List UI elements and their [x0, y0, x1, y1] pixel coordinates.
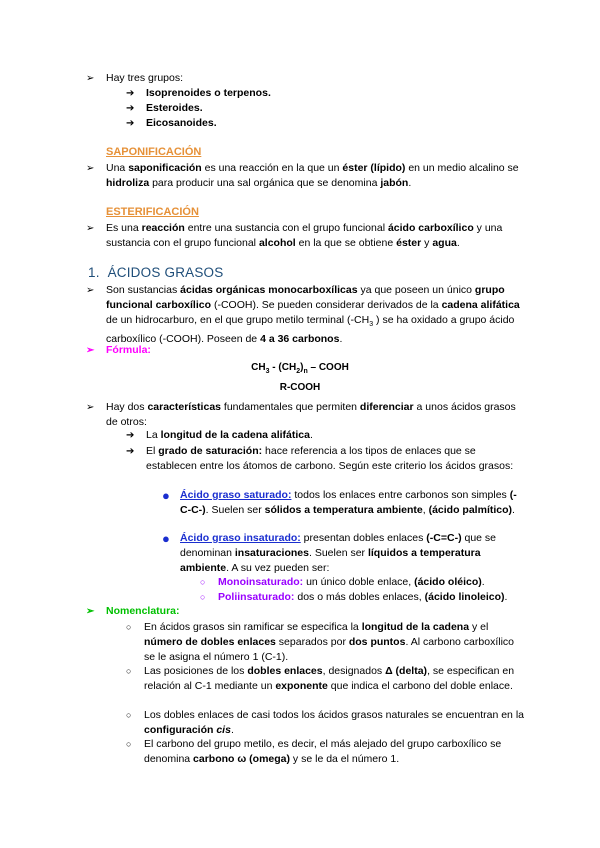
text-run: ) se ha oxidado a grupo ácido carboxílico (-COOH). Poseen de — [106, 314, 515, 346]
group-name: Eicosanoides. — [146, 117, 217, 129]
bold-run: sólidos a temperatura ambiente — [264, 504, 423, 516]
heading-number: 1. — [88, 265, 100, 280]
text-run: . Al carbono carboxílico se le asigna el número 1 (C-1). — [144, 636, 514, 663]
group-name: Isoprenoides o terpenos. — [146, 87, 271, 99]
bold-run: características — [147, 401, 221, 413]
term: Ácido graso insaturado: — [180, 532, 301, 544]
list-item — [126, 664, 526, 694]
text-run: . A su vez pueden ser: — [226, 562, 330, 574]
bold-run: longitud de la cadena — [361, 621, 470, 633]
text-run: . — [512, 504, 515, 516]
subscript: 2 — [296, 368, 301, 375]
dot-bullet-icon: ● — [162, 531, 170, 546]
saponificacion-title — [106, 145, 201, 160]
list-item — [86, 400, 526, 430]
list-item — [126, 737, 526, 767]
bold-run: reacción — [141, 222, 185, 234]
saturado-item — [162, 488, 524, 518]
bold-run: éster (lípido) — [342, 162, 406, 174]
bold-run: dobles enlaces — [247, 665, 323, 677]
text-run: hace referencia a los tipos de enlaces que se establecen entre los átomos de carbono. Según este criterio los ácidos grasos: — [146, 445, 514, 472]
section-title: ESTERIFICACIÓN — [106, 206, 199, 218]
text-run: Son sustancias — [106, 284, 181, 296]
arrowhead-bullet-icon: ➢ — [86, 73, 95, 84]
term: Poliinsaturado: — [218, 591, 295, 603]
text-run: . Suelen ser — [205, 504, 265, 516]
text-run: separados por — [275, 636, 349, 648]
text-run: . — [339, 333, 343, 346]
text-run: que se denominan — [180, 532, 497, 559]
caracteristicas-paragraph — [86, 400, 526, 430]
intro-section — [86, 71, 526, 131]
bold-run: alcohol — [258, 237, 296, 249]
text-run: presentan dobles enlaces — [300, 532, 427, 544]
bold-run: (-C-C-) — [180, 489, 517, 516]
text-run: Los dobles enlaces de casi todos los ácidos grasos naturales se encuentran en la — [144, 709, 524, 721]
text-run: a unos ácidos grasos de otros: — [106, 401, 516, 428]
formula-label-item — [86, 343, 526, 358]
circle-bullet-icon: ○ — [126, 622, 132, 632]
text-run: ya que poseen un único — [357, 284, 475, 296]
text-run: . — [309, 429, 313, 441]
text-run: . — [408, 177, 412, 189]
list-item — [86, 221, 532, 251]
term: Ácido graso saturado: — [180, 489, 292, 501]
nomenclatura-label: Nomenclatura: — [106, 605, 180, 617]
text-run: El carbono del grupo metilo, es decir, el más alejado del grupo carboxílico se denomina — [144, 738, 502, 765]
text-run: . Suelen ser — [309, 547, 368, 559]
text-run: dos o más dobles enlaces, — [294, 591, 425, 603]
bold-run: éster — [396, 237, 422, 249]
text-run: y — [421, 237, 433, 249]
bold-run: longitud de la cadena alifática — [160, 429, 310, 441]
circle-bullet-icon: ○ — [126, 739, 132, 749]
list-item — [86, 283, 526, 347]
bold-run: Δ (delta) — [385, 665, 428, 677]
list-item — [126, 708, 526, 738]
nomenclatura-item-1 — [126, 620, 526, 665]
arrowhead-bullet-icon: ➢ — [86, 345, 95, 356]
text-run: , designados — [322, 665, 386, 677]
subscript: 3 — [265, 368, 270, 375]
arrowhead-bullet-icon: ➢ — [86, 402, 95, 413]
text-run: y el — [469, 621, 489, 633]
arrow-bullet-icon: ➔ — [126, 103, 135, 114]
esterificacion-title — [106, 205, 199, 220]
bold-run: (ácido palmítico) — [428, 504, 513, 516]
heading-text: ÁCIDOS GRASOS — [107, 265, 224, 280]
text-run: La — [146, 429, 161, 441]
bold-run: (ácido oléico) — [414, 576, 482, 588]
bold-run: grupo funcional carboxílico — [106, 284, 505, 311]
text-run: entre una sustancia con el grupo funcional — [184, 222, 388, 234]
formula-label: Fórmula: — [106, 344, 151, 356]
group-name: Esteroides. — [146, 102, 203, 114]
bold-run: ácidas orgánicas monocarboxílicas — [180, 284, 358, 296]
arrowhead-bullet-icon: ➢ — [86, 223, 95, 234]
text-run: en un medio alcalino se — [405, 162, 519, 174]
bold-run: 4 a 36 carbonos — [260, 333, 340, 346]
list-item — [126, 428, 526, 443]
nomenclatura-item-4 — [126, 737, 526, 767]
bold-run: agua — [432, 237, 457, 249]
subscript: n — [303, 368, 308, 375]
text-run: (-COOH). Se pueden considerar derivados de la — [211, 299, 442, 311]
group-item — [86, 101, 526, 116]
list-item — [86, 161, 526, 191]
monoinsaturado-item — [200, 575, 540, 590]
list-item — [126, 620, 526, 665]
arrowhead-bullet-icon: ➢ — [86, 606, 95, 617]
nomenclatura-label-item — [86, 604, 526, 619]
insaturado-item — [162, 531, 524, 576]
text-run: El — [146, 445, 159, 457]
list-item — [162, 488, 524, 518]
formula-part: ) — [300, 362, 304, 373]
bold-run: dos puntos — [348, 636, 406, 648]
bold-run: diferenciar — [359, 401, 414, 413]
text-run: . — [504, 591, 508, 603]
list-item — [162, 531, 524, 576]
bold-run: ácido carboxílico — [387, 222, 474, 234]
text-run: de un hidrocarburo, en el que grupo metilo terminal (-CH — [106, 314, 370, 326]
text-run: Una — [106, 162, 129, 174]
text-run: Las posiciones de los — [144, 665, 248, 677]
text-run: fundamentales que permiten — [221, 401, 360, 413]
circle-bullet-icon: ○ — [126, 710, 132, 720]
bold-run: insaturaciones — [234, 547, 309, 559]
text-run: , se especifican en relación al C-1 mediante un — [144, 665, 515, 692]
text-run: todos los enlaces entre carbonos son simples — [291, 489, 510, 501]
list-item — [126, 444, 516, 474]
list-item — [86, 604, 526, 619]
definition-paragraph — [86, 283, 526, 347]
esterificacion-paragraph — [86, 221, 532, 251]
text-run: . — [481, 576, 485, 588]
section-title: SAPONIFICACIÓN — [106, 146, 202, 158]
group-item — [86, 116, 526, 131]
bold-run: (ácido linoleico) — [424, 591, 505, 603]
arrowhead-bullet-icon: ➢ — [86, 163, 95, 174]
text-run: para producir una sal orgánica que se denomina — [149, 177, 381, 189]
circle-bullet-icon: ○ — [200, 577, 206, 587]
arrow-bullet-icon: ➔ — [126, 446, 135, 457]
formula-part: R-COOH — [279, 382, 321, 393]
list-item — [200, 590, 540, 605]
bold-run: grado de saturación: — [158, 445, 263, 457]
nomenclatura-item-3 — [126, 708, 526, 738]
acidos-grasos-heading — [88, 265, 223, 280]
bold-run: saponificación — [128, 162, 202, 174]
arrow-bullet-icon: ➔ — [126, 430, 135, 441]
bold-run: cadena alifática — [441, 299, 520, 311]
group-item — [86, 86, 526, 101]
arrow-bullet-icon: ➔ — [126, 88, 135, 99]
text-run: , — [422, 504, 429, 516]
text-run: y una sustancia con el grupo funcional — [106, 222, 503, 249]
text-run: . — [230, 724, 234, 736]
bold-run: líquidos a temperatura ambiente — [180, 547, 481, 574]
subscript: 3 — [369, 321, 374, 329]
text-run: en la que se obtiene — [295, 237, 397, 249]
caracteristica-2 — [126, 444, 516, 474]
list-item — [200, 575, 540, 590]
italic-run: cis — [216, 724, 231, 736]
formula-part: – COOH — [307, 362, 349, 373]
saponificacion-paragraph — [86, 161, 526, 191]
circle-bullet-icon: ○ — [126, 666, 132, 676]
bold-run: exponente — [275, 680, 328, 692]
text-run: Hay dos — [106, 401, 148, 413]
intro-text: Hay tres grupos: — [106, 72, 184, 84]
bold-run: configuración — [144, 724, 217, 736]
formula-line-1 — [0, 360, 600, 379]
text-run: . — [456, 237, 460, 249]
caracteristica-1 — [126, 428, 526, 443]
bold-run: jabón — [380, 177, 409, 189]
text-run: que indica el carbono del doble enlace. — [327, 680, 513, 692]
formula-line-2 — [0, 380, 600, 395]
list-item — [86, 343, 526, 358]
term: Monoinsaturado: — [218, 576, 304, 588]
dot-bullet-icon: ● — [162, 488, 170, 503]
nomenclatura-item-2 — [126, 664, 526, 694]
arrowhead-bullet-icon: ➢ — [86, 285, 95, 296]
circle-bullet-icon: ○ — [200, 592, 206, 602]
arrow-bullet-icon: ➔ — [126, 118, 135, 129]
formula-part: CH — [251, 362, 266, 373]
text-run: un único doble enlace, — [303, 576, 415, 588]
text-run: En ácidos grasos sin ramificar se especifica la — [144, 621, 362, 633]
bold-run: número de dobles enlaces — [144, 636, 276, 648]
poliinsaturado-item — [200, 590, 540, 605]
text-run: es una reacción en la que un — [201, 162, 343, 174]
intro-item — [86, 71, 526, 86]
bold-run: (-C=C-) — [426, 532, 462, 544]
formula-part: - (CH — [269, 362, 297, 373]
text-run: y se le da el número 1. — [290, 753, 400, 765]
bold-run: hidroliza — [106, 177, 150, 189]
bold-run: carbono ω (omega) — [193, 753, 291, 765]
text-run: Es una — [106, 222, 142, 234]
